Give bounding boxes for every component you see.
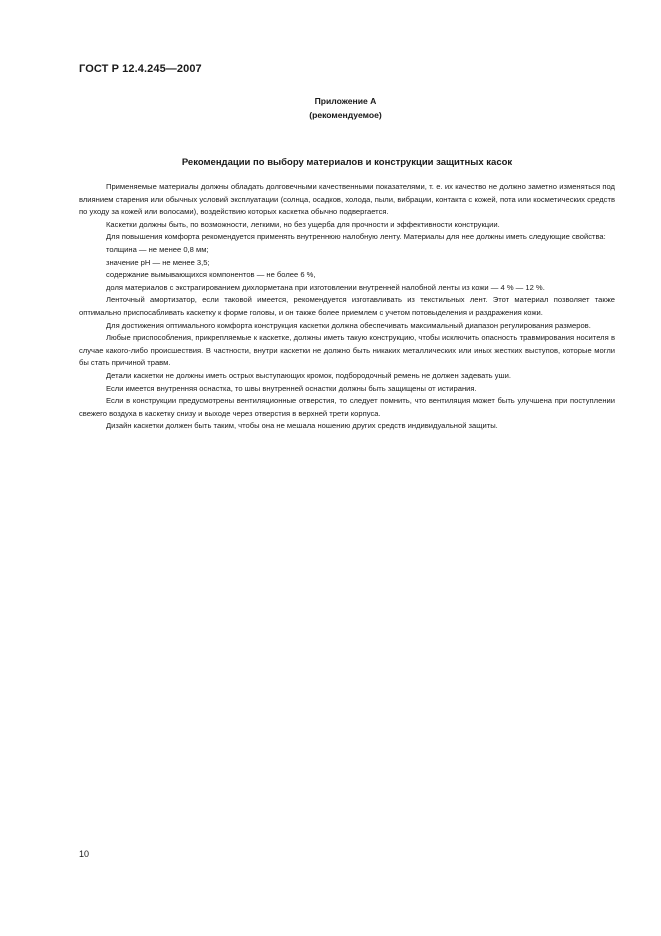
list-item: толщина — не менее 0,8 мм;	[106, 244, 209, 254]
list-item: содержание вымывающихся компонентов — не более 6 %,	[106, 270, 316, 280]
appendix-status: (рекомендуемое)	[309, 110, 382, 120]
paragraph: Любые приспособления, прикрепляемые к каскетке, должны иметь такую конструкцию, чтобы исключить опасность травмирования носителя в случае какого-либо происшествия. В частности, внутри каскетки не должно быть никаких металлических или иных жестких выступов, которые могли бы стать причиной травм.	[79, 333, 615, 368]
list-item: доля материалов с экстрагированием дихлорметана при изготовлении внутренней налобной ленты из кожи — 4 % — 12 %.	[106, 282, 545, 292]
paragraph: Каскетки должны быть, по возможности, легкими, но без ущерба для прочности и эффективности конструкции.	[106, 219, 500, 229]
appendix-label: Приложение А	[314, 96, 377, 106]
appendix-heading	[0, 94, 661, 122]
paragraph: Дизайн каскетки должен быть таким, чтобы она не мешала ношению других средств индивидуальной защиты.	[106, 421, 498, 431]
body-text	[79, 181, 615, 433]
paragraph: Детали каскетки не должны иметь острых выступающих кромок, подбородочный ремень не должен задевать уши.	[106, 370, 511, 380]
paragraph: Применяемые материалы должны обладать долговечными качественными показателями, т. е. их качество не должно заметно изменяться под влиянием старения или обычных условий эксплуатации (солнца, осадков, холода, пыли, вибрации, контакта с кожей, пота или косметических средств по уходу за кожей или волосами), воздействию которых каскетка обычно подвергается.	[79, 182, 615, 217]
paragraph: Ленточный амортизатор, если таковой имеется, рекомендуется изготавливать из текстильных лент. Этот материал позволяет также оптимально приспосабливать каскетку к форме головы, и он также более приемлем с учетом потовыделения и раздражения кожи.	[79, 295, 615, 317]
list-item: значение pH — не менее 3,5;	[106, 257, 210, 267]
document-header: ГОСТ Р 12.4.245—2007	[79, 63, 202, 75]
paragraph: Если в конструкции предусмотрены вентиляционные отверстия, то следует помнить, что вентиляция может быть улучшена при поступлении свежего воздуха в каскетку снизу и выходе через отверстия в верхней трети корпуса.	[79, 396, 615, 418]
section-title: Рекомендации по выбору материалов и конструкции защитных касок	[181, 157, 513, 168]
paragraph: Для повышения комфорта рекомендуется применять внутреннюю налобную ленту. Материалы для нее должны иметь следующие свойства:	[106, 232, 606, 242]
paragraph: Для достижения оптимального комфорта конструкция каскетки должна обеспечивать максимальный диапазон регулирования размеров.	[106, 320, 591, 330]
page-number: 10	[79, 849, 90, 859]
paragraph: Если имеется внутренняя оснастка, то швы внутренней оснастки должны быть защищены от истирания.	[106, 383, 477, 393]
